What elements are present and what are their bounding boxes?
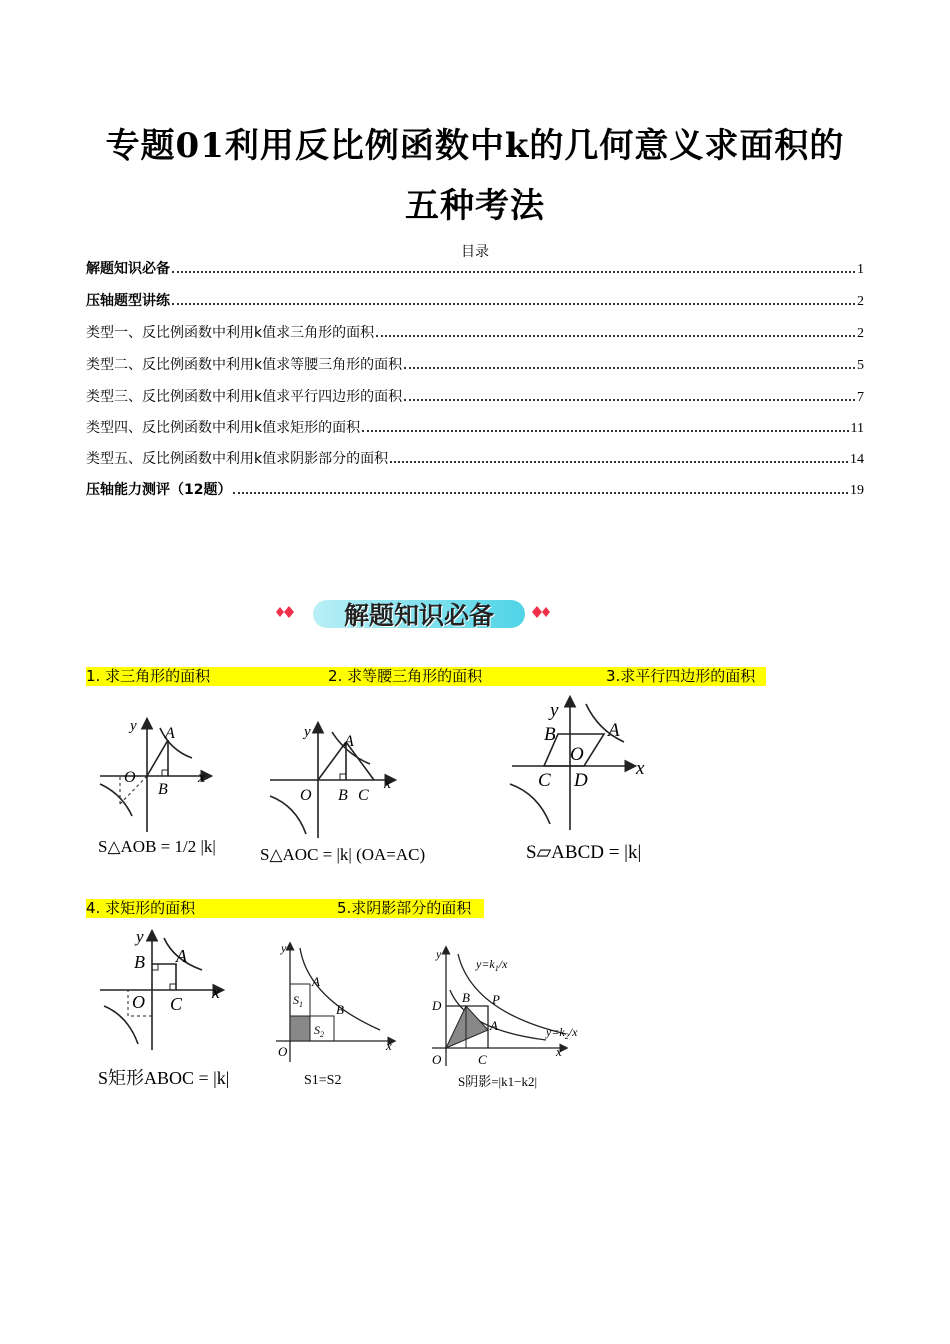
label-o: O [278, 1044, 288, 1059]
label-b: B [544, 724, 556, 745]
toc-item-label: 压轴题型讲练 [86, 293, 170, 309]
section-title-isosceles: 2. 求等腰三角形的面积 [328, 667, 483, 685]
section-row-2 [86, 899, 484, 918]
toc-item-label: 类型二、反比例函数中利用k值求等腰三角形的面积 [86, 357, 403, 373]
formula-isosceles: S△AOC = |k| (OA=AC) [260, 845, 426, 864]
section-title-shaded: 5.求阴影部分的面积 [337, 899, 472, 917]
diamond-icon [275, 602, 295, 622]
toc-leader-dots [390, 461, 848, 463]
toc-item[interactable] [86, 479, 864, 499]
label-curve-k1: $y=k_1/x$ [476, 957, 508, 973]
toc-item[interactable] [86, 448, 864, 468]
label-b: B [338, 787, 348, 804]
label-x: x [636, 758, 645, 779]
toc-leader-dots [172, 303, 855, 305]
figure-parallelogram-abcd [500, 690, 670, 870]
formula-rectangle: S矩形ABOC = |k| [98, 1068, 230, 1088]
label-b: B [158, 781, 168, 798]
toc-item-page: 2 [857, 326, 864, 341]
toc-item[interactable] [86, 354, 864, 374]
label-y: y [136, 927, 144, 946]
toc-leader-dots [233, 492, 848, 494]
label-c: C [478, 1052, 487, 1067]
label-x: x [386, 1038, 392, 1053]
toc-item-page: 5 [857, 358, 864, 373]
toc-item-label: 压轴能力测评（12题） [86, 482, 232, 498]
label-b: B [134, 952, 145, 972]
toc-item-label: 类型三、反比例函数中利用k值求平行四边形的面积 [86, 389, 403, 405]
toc-item[interactable] [86, 290, 864, 310]
toc-leader-dots [404, 367, 855, 369]
label-c: C [358, 787, 369, 804]
section-title-parallelogram: 3.求平行四边形的面积 [606, 667, 756, 685]
figure-s1-equals-s2 [270, 938, 400, 1093]
label-o: O [124, 769, 136, 786]
toc-heading: 目录 [461, 244, 489, 260]
label-d: D [574, 770, 588, 791]
figure-isosceles-aoc [260, 712, 460, 872]
label-y: y [550, 700, 559, 721]
label-d: D [432, 998, 442, 1013]
label-x: x [384, 775, 392, 792]
label-a: A [312, 974, 320, 989]
label-x: x [556, 1044, 562, 1059]
formula-parallelogram: S▱ABCD = |k| [526, 842, 642, 863]
label-c: C [170, 994, 183, 1014]
toc-item-page: 11 [850, 421, 864, 436]
label-b: B [336, 1002, 344, 1017]
figure-rectangle-aboc [92, 926, 242, 1096]
figure-triangle-aob [92, 712, 232, 872]
label-o: O [570, 744, 584, 765]
label-o: O [432, 1052, 442, 1067]
page-title-line1: 专题01利用反比例函数中k的几何意义求面积的 [105, 126, 845, 166]
section-title-rectangle: 4. 求矩形的面积 [86, 899, 196, 917]
label-y: y [304, 724, 311, 740]
label-p: P [492, 992, 500, 1007]
section-title-triangle: 1. 求三角形的面积 [86, 667, 211, 685]
toc-item-label: 类型一、反比例函数中利用k值求三角形的面积 [86, 325, 375, 341]
toc-leader-dots [376, 335, 855, 337]
label-a: A [490, 1018, 498, 1033]
section-banner [275, 592, 575, 636]
toc-item[interactable] [86, 322, 864, 342]
label-o: O [132, 992, 145, 1012]
label-c: C [538, 770, 551, 791]
figure-shaded-k1-k2 [426, 940, 596, 1095]
toc-item-page: 2 [857, 294, 864, 309]
toc-item[interactable] [86, 258, 864, 278]
label-y: y [281, 941, 287, 955]
formula-triangle: S△AOB = 1/2 |k| [98, 837, 216, 856]
toc-leader-dots [172, 271, 855, 273]
page-title-line2: 五种考法 [405, 186, 545, 226]
toc-item-page: 14 [850, 452, 864, 467]
label-a: A [344, 733, 354, 750]
toc-item-page: 1 [857, 262, 864, 277]
formula-shaded: S阴影=|k1−k2| [458, 1074, 538, 1089]
toc-item[interactable] [86, 417, 864, 437]
label-y: y [436, 947, 442, 961]
toc-leader-dots [404, 399, 855, 401]
label-y: y [130, 718, 137, 734]
label-x: x [198, 769, 206, 786]
toc-item-page: 7 [857, 390, 864, 405]
toc-item-label: 类型五、反比例函数中利用k值求阴影部分的面积 [86, 451, 389, 467]
label-a: A [608, 720, 620, 741]
label-a: A [176, 946, 187, 966]
formula-s1-s2: S1=S2 [304, 1073, 342, 1088]
label-b: B [462, 990, 470, 1005]
label-x: x [212, 982, 220, 1002]
toc-item-page: 19 [850, 483, 864, 498]
section-row-1 [86, 667, 766, 686]
toc-leader-dots [362, 430, 848, 432]
toc-item-label: 类型四、反比例函数中利用k值求矩形的面积 [86, 420, 361, 436]
label-s1: $S_1$ [293, 993, 303, 1009]
label-s2: $S_2$ [314, 1023, 324, 1039]
banner-title: 解题知识必备 [343, 601, 494, 630]
diamond-icon [531, 602, 551, 622]
label-o: O [300, 787, 312, 804]
toc-item-label: 解题知识必备 [86, 261, 170, 277]
toc-item[interactable] [86, 386, 864, 406]
label-curve-k2: $y=k_2/x$ [546, 1025, 578, 1041]
label-a: A [165, 725, 175, 742]
